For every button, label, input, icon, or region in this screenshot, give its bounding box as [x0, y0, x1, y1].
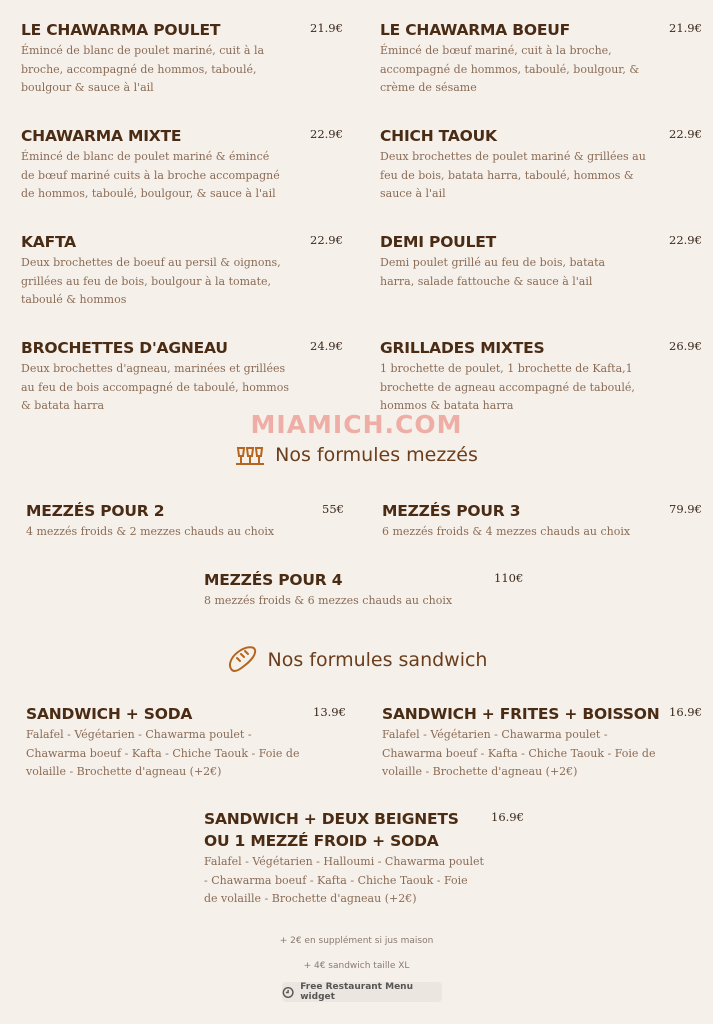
menu-item-mezzes-4: [204, 569, 524, 611]
section-heading-sandwich: [0, 644, 713, 676]
watermark: MIAMICH.COM: [250, 410, 463, 439]
section-heading-mezzes: [0, 444, 713, 466]
item-description: Deux brochettes de boeuf au persil & oignons, grillées au feu de bois, boulgour à la tomate, taboulé & hommos: [21, 256, 281, 306]
item-price: 16.9€: [669, 705, 702, 719]
item-description: Falafel - Végétarien - Chawarma poulet - Chawarma boeuf - Kafta - Chiche Taouk - Foie de volaille - Brochette d'agneau (+2€): [382, 728, 656, 778]
item-description: Émincé de blanc de poulet mariné & émincé de bœuf mariné cuits à la broche accompagné de hommos, taboulé, boulgour, & sauce à l'ail: [21, 150, 280, 200]
item-description: Émincé de bœuf mariné, cuit à la broche, accompagné de hommos, taboulé, boulgour, & crème de sésame: [380, 44, 640, 94]
item-price: 22.9€: [669, 127, 702, 141]
section-heading-label: Nos formules mezzés: [275, 444, 478, 466]
item-price: 79.9€: [669, 502, 702, 516]
item-description: Deux brochettes d'agneau, marinées et grillées au feu de bois accompagné de taboulé, hommos & batata harra: [21, 362, 289, 412]
item-title: LE CHAWARMA BOEUF: [380, 21, 571, 39]
item-title: SANDWICH + SODA: [26, 705, 193, 723]
item-title: BROCHETTES D'AGNEAU: [21, 339, 228, 357]
section-heading-label: Nos formules sandwich: [267, 649, 488, 671]
item-description: 4 mezzés froids & 2 mezzes chauds au choix: [26, 525, 275, 538]
item-title: MEZZÉS POUR 2: [26, 502, 165, 520]
item-price: 22.9€: [669, 233, 702, 247]
item-price: 21.9€: [669, 21, 702, 35]
item-title: MEZZÉS POUR 3: [382, 502, 521, 520]
item-description: Falafel - Végétarien - Halloumi - Chawarma poulet - Chawarma boeuf - Kafta - Chiche Taouk - Foie de volaille - Brochette d'agneau (+2€): [204, 855, 484, 905]
item-price: 55€: [322, 502, 344, 516]
menu-item-chawarma-boeuf: [380, 19, 700, 98]
menu-item-chich-taouk: [380, 125, 700, 204]
menu-item-mezzes-2: [26, 500, 346, 542]
item-description: 8 mezzés froids & 6 mezzes chauds au choix: [204, 594, 453, 607]
item-title: KAFTA: [21, 233, 76, 251]
menu-item-mezzes-3: [382, 500, 702, 542]
widget-label: Free Restaurant Menu widget: [300, 982, 413, 1002]
item-price: 24.9€: [310, 339, 343, 353]
item-title: MEZZÉS POUR 4: [204, 571, 343, 589]
menu-item-brochettes-agneau: [21, 337, 341, 416]
note-jus-maison: + 2€ en supplément si jus maison: [279, 936, 434, 946]
widget-link[interactable]: [282, 982, 442, 1002]
item-price: 26.9€: [669, 339, 702, 353]
item-description: Émincé de blanc de poulet mariné, cuit à la broche, accompagné de hommos, taboulé, boulgour & sauce à l'ail: [21, 44, 265, 94]
note-sandwich-xl: + 4€ sandwich taille XL: [303, 961, 410, 971]
item-price: 110€: [494, 571, 524, 585]
menu-item-sandwich-beignets: [204, 808, 524, 909]
item-title: CHICH TAOUK: [380, 127, 497, 145]
menu-item-demi-poulet: [380, 231, 700, 291]
bread-icon: [226, 644, 258, 676]
restaurant-widget-icon: [282, 986, 294, 999]
item-price: 21.9€: [310, 21, 343, 35]
item-title: SANDWICH + FRITES + BOISSON: [382, 705, 660, 723]
item-price: 22.9€: [310, 127, 343, 141]
glasses-icon: [235, 444, 265, 466]
menu-item-chawarma-poulet: [21, 19, 341, 98]
item-description: Deux brochettes de poulet mariné & grillées au feu de bois, batata harra, taboulé, hommos & sauce à l'ail: [380, 150, 646, 200]
item-title: GRILLADES MIXTES: [380, 339, 545, 357]
menu-item-kafta: [21, 231, 341, 310]
item-description: 1 brochette de poulet, 1 brochette de Kafta,1 brochette de agneau accompagné de taboulé, hommos & batata harra: [380, 362, 635, 412]
menu-item-grillades-mixtes: [380, 337, 700, 416]
item-title: LE CHAWARMA POULET: [21, 21, 221, 39]
item-description: Demi poulet grillé au feu de bois, batata harra, salade fattouche & sauce à l'ail: [380, 256, 606, 288]
menu-item-sandwich-frites-boisson: [382, 703, 702, 782]
item-description: 6 mezzés froids & 4 mezzes chauds au choix: [382, 525, 631, 538]
item-title: SANDWICH + DEUX BEIGNETS OU 1 MEZZÉ FROID + SODA: [204, 810, 459, 850]
menu-item-chawarma-mixte: [21, 125, 341, 204]
item-price: 16.9€: [491, 810, 524, 824]
menu-item-sandwich-soda: [26, 703, 346, 782]
item-price: 22.9€: [310, 233, 343, 247]
item-title: CHAWARMA MIXTE: [21, 127, 182, 145]
item-title: DEMI POULET: [380, 233, 497, 251]
item-price: 13.9€: [313, 705, 346, 719]
item-description: Falafel - Végétarien - Chawarma poulet - Chawarma boeuf - Kafta - Chiche Taouk - Foie de volaille - Brochette d'agneau (+2€): [26, 728, 300, 778]
